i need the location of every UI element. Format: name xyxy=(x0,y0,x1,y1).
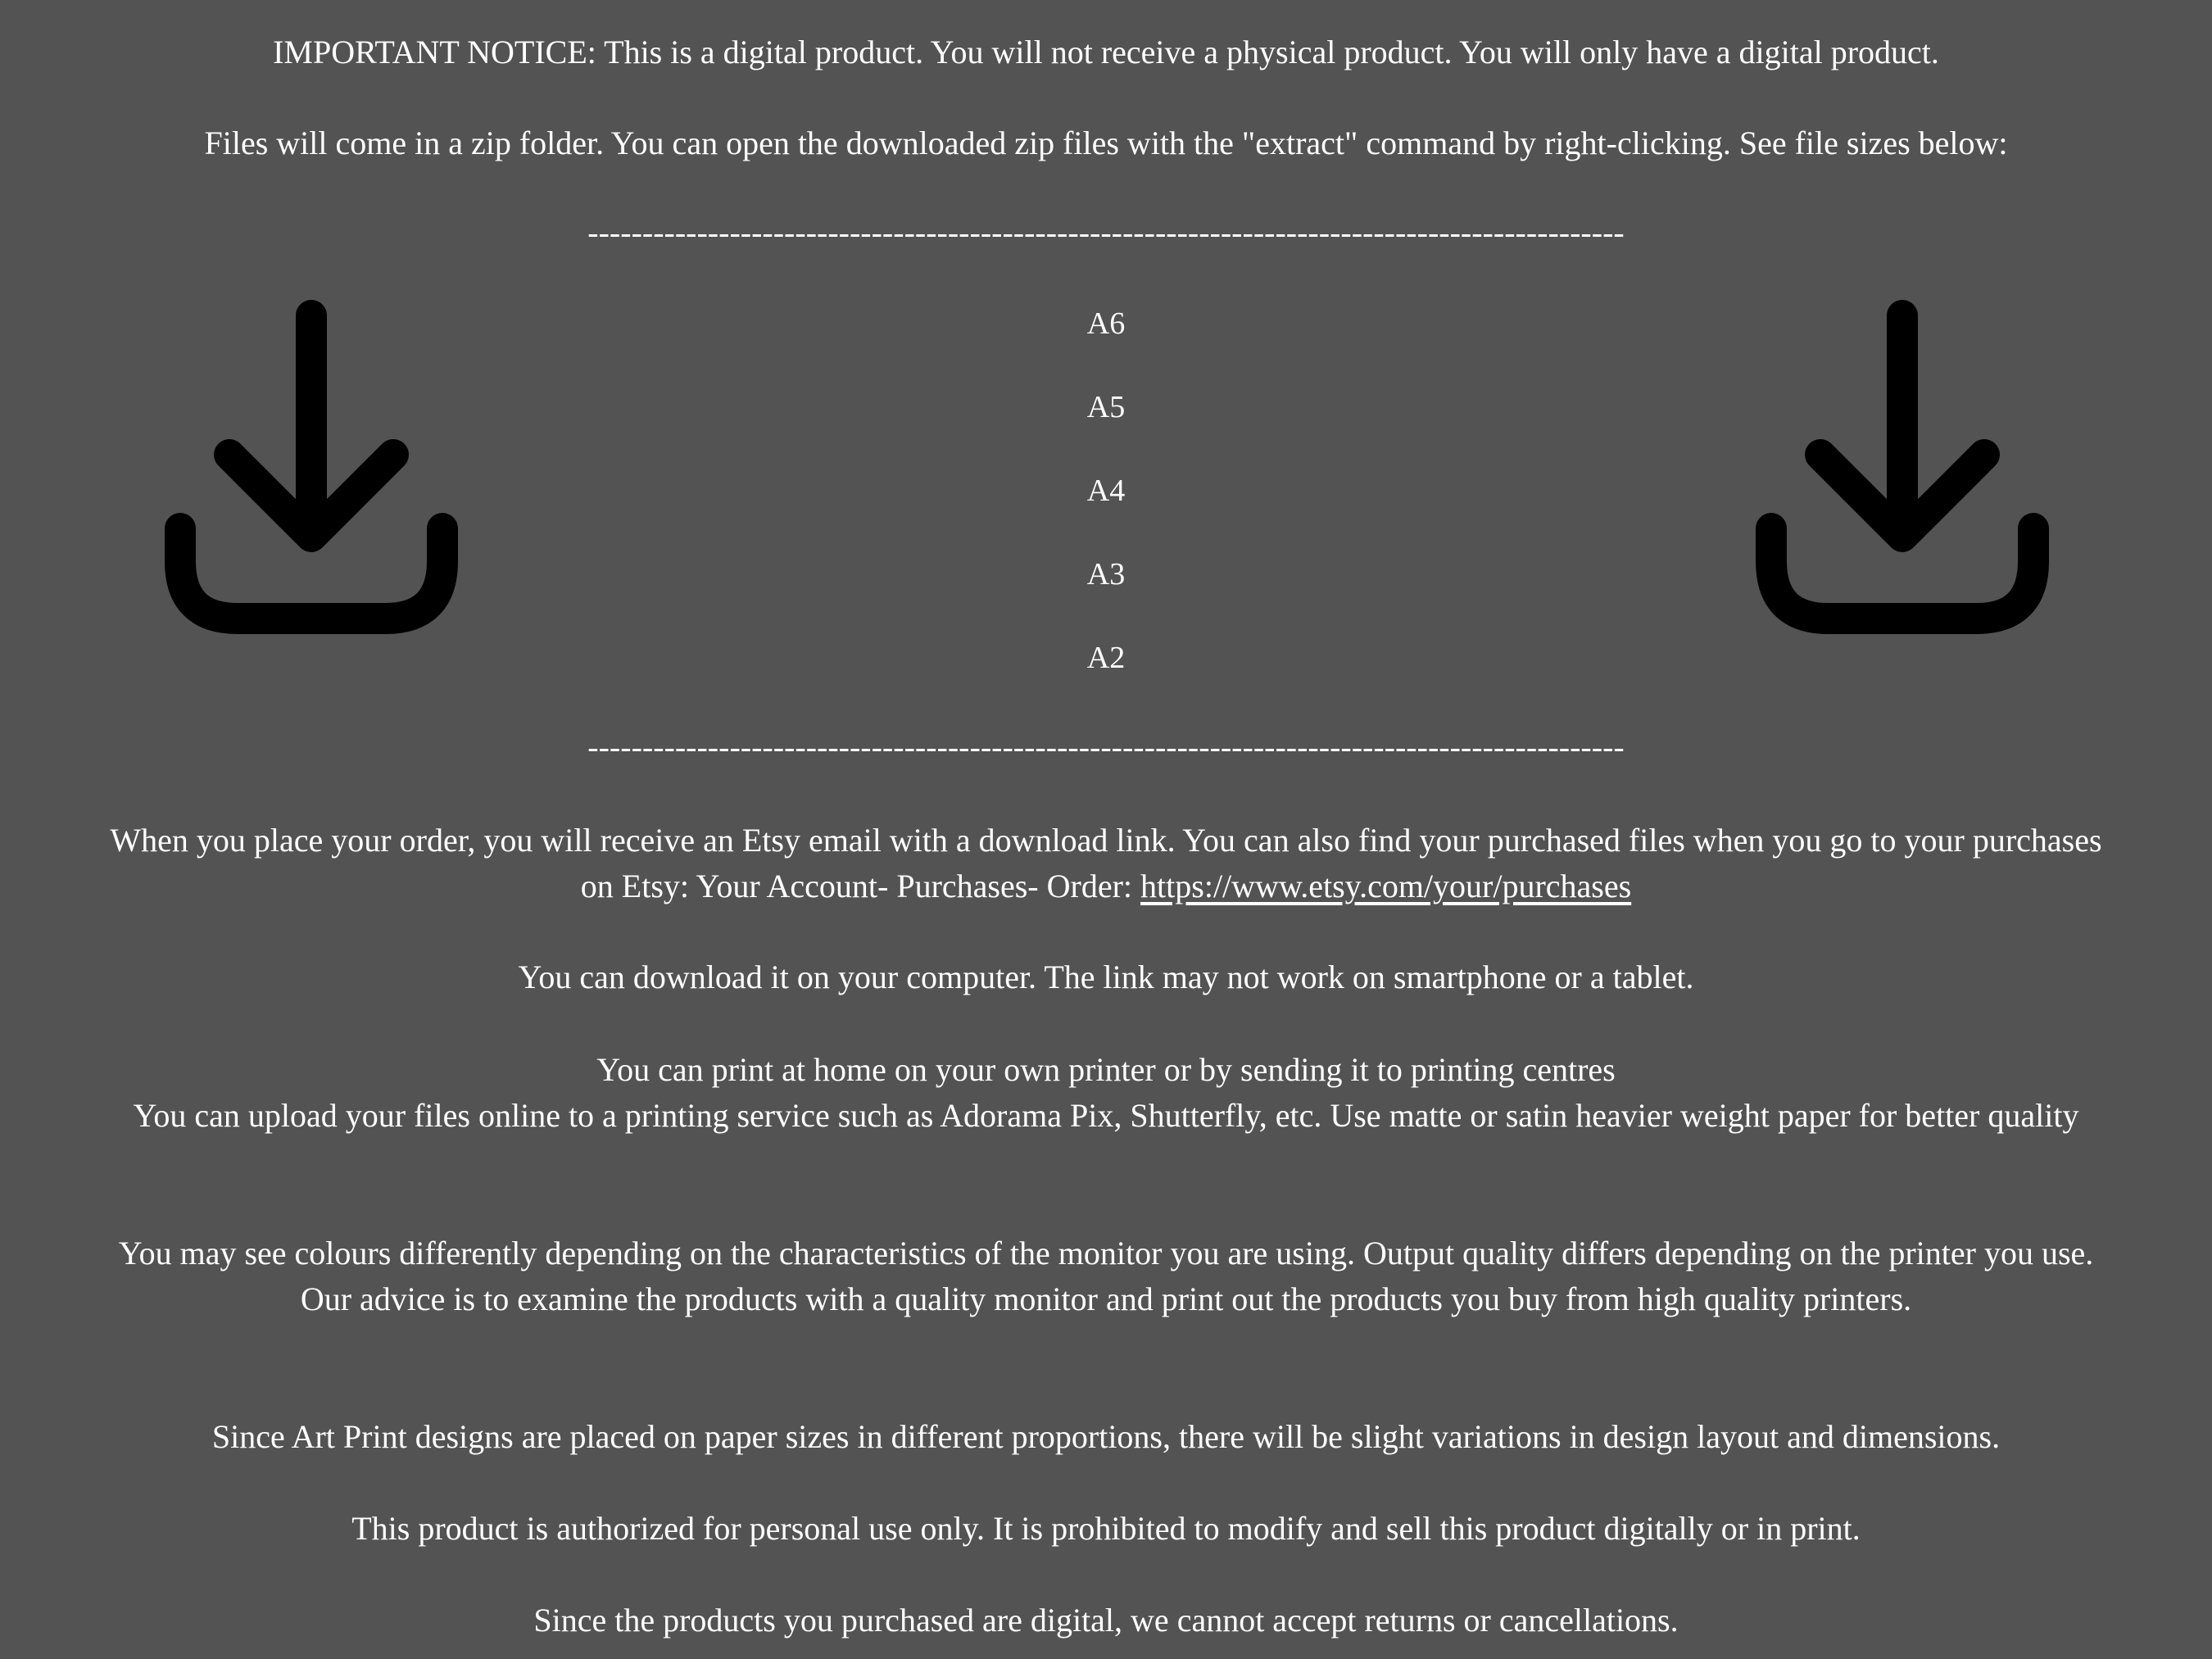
size-a2: A2 xyxy=(1086,641,1126,675)
download-icon xyxy=(156,299,467,643)
zip-info: Files will come in a zip folder. You can open the downloaded zip files with the "extract" command by right-clicking. See file sizes below: xyxy=(204,125,2008,161)
colours-notice: You may see colours differently depending on the characteristics of the monitor you are using. Output quality differs depending on the printer you use. Our advice is to examine the products with a quality monitor and print out the products you buy from high quality printers. xyxy=(118,1235,2094,1317)
top-divider: ----------------------------------------------------------------------------------------------- xyxy=(587,216,1625,249)
print-home: You can print at home on your own printer or by sending it to printing centres xyxy=(596,1051,1616,1088)
important-notice: IMPORTANT NOTICE: This is a digital product. You will not receive a physical product. You will only have a digital product. xyxy=(273,34,1939,70)
download-note: You can download it on your computer. The link may not work on smartphone or a tablet. xyxy=(518,959,1694,995)
returns-notice: Since the products you purchased are digital, we cannot accept returns or cancellations. xyxy=(533,1602,1679,1639)
bottom-divider: ----------------------------------------------------------------------------------------------- xyxy=(587,731,1625,764)
size-a6: A6 xyxy=(1086,306,1126,341)
print-online: You can upload your files online to a printing service such as Adorama Pix, Shutterfly, etc. Use matte or satin heavier weight paper for better quality xyxy=(133,1097,2079,1134)
size-a3: A3 xyxy=(1086,557,1126,592)
download-icon xyxy=(1747,299,2058,643)
personal-use-notice: This product is authorized for personal use only. It is prohibited to modify and sell this product digitally or in print. xyxy=(351,1510,1861,1547)
size-a4: A4 xyxy=(1086,474,1126,508)
order-text: When you place your order, you will receive an Etsy email with a download link. You can also find your purchased files when you go to your purchases on Etsy: Your Account- Purchases- Order: xyxy=(110,822,2102,904)
order-info xyxy=(98,818,2114,909)
proportions-notice: Since Art Print designs are placed on paper sizes in different proportions, there will be slight variations in design layout and dimensions. xyxy=(211,1418,2001,1455)
purchases-link[interactable]: https://www.etsy.com/your/purchases xyxy=(1140,868,1632,904)
size-a5: A5 xyxy=(1086,390,1126,424)
